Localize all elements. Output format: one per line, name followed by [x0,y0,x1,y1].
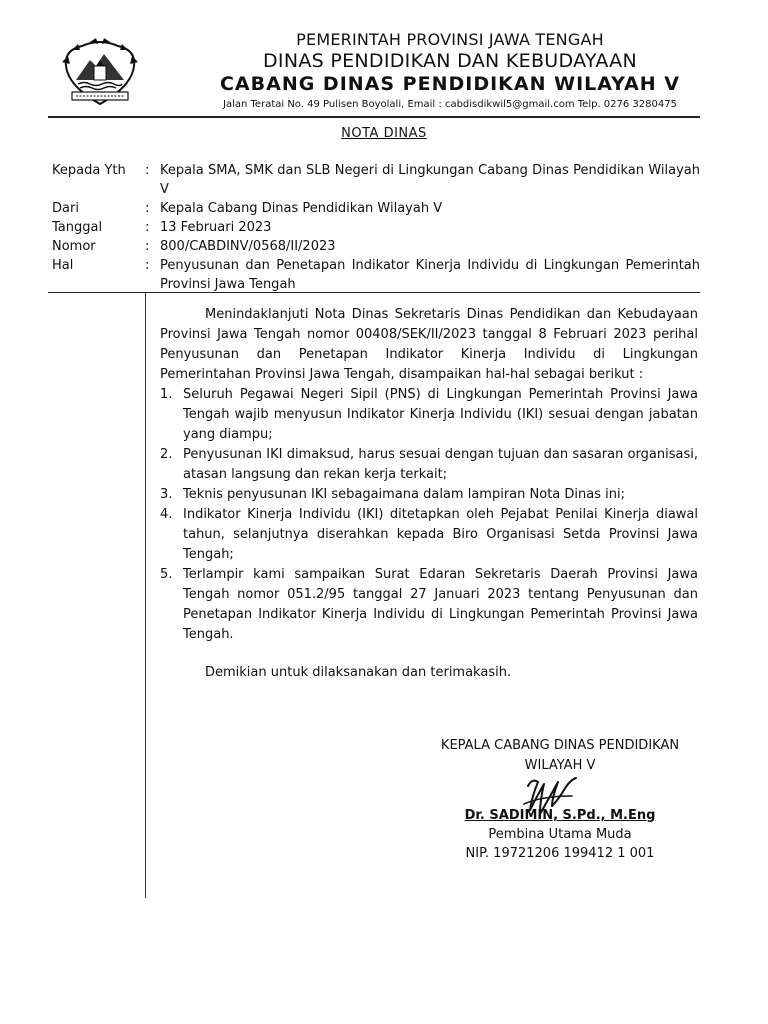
field-value: 13 Februari 2023 [160,220,272,235]
list-item [160,505,698,565]
list-number: 2. [160,447,173,462]
list-item [160,445,698,485]
document-title: NOTA DINAS [341,126,427,141]
letterhead [150,30,750,112]
letterhead-divider [48,116,700,118]
list-item [160,485,698,505]
field-value: Penyusunan dan Penetapan Indikator Kinerja Individu di Lingkungan Pemerintah Provinsi Jawa Tengah [160,258,700,292]
letterhead-branch: CABANG DINAS PENDIDIKAN WILAYAH V [219,73,680,95]
memo-header-fields [52,161,700,294]
signatory-nip: NIP. 19721206 199412 1 001 [465,846,655,861]
letterhead-government: PEMERINTAH PROVINSI JAWA TENGAH [296,30,604,49]
list-text: Teknis penyusunan IKI sebagaimana dalam lampiran Nota Dinas ini; [183,487,625,502]
field-value: 800/CABDINV/0568/II/2023 [160,239,336,254]
field-subject [52,256,700,294]
memo-body [160,305,698,683]
list-item [160,385,698,445]
field-label: Hal [52,258,74,273]
field-sender [52,199,700,218]
field-date [52,218,700,237]
field-colon: : [145,239,150,254]
list-text: Terlampir kami sampaikan Surat Edaran Sekretaris Daerah Provinsi Jawa Tengah nomor 051.2/95 tanggal 27 Januari 2023 tentang Penyusunan dan Penetapan Indikator Kinerja Individu di Lingkungan Pemerintah Provinsi Jawa Tengah. [183,567,698,642]
field-colon: : [145,163,150,178]
jawa-tengah-crest-icon [60,36,140,108]
list-text: Penyusunan IKI dimaksud, harus sesuai dengan tujuan dan sasaran organisasi, atasan langsung dan rekan kerja terkait; [183,447,698,482]
field-label: Dari [52,201,79,216]
margin-line [145,293,146,898]
letterhead-department: DINAS PENDIDIKAN DAN KEBUDAYAAN [262,50,637,72]
field-number [52,237,700,256]
field-label: Tanggal [52,220,103,235]
field-colon: : [145,201,150,216]
signature-position-line1: KEPALA CABANG DINAS PENDIDIKAN [440,738,680,753]
letterhead-address: Jalan Teratai No. 49 Pulisen Boyolali, Email : cabdisdikwil5@gmail.com Telp. 0276 3280475 [223,99,677,110]
field-colon: : [145,220,150,235]
list-text: Seluruh Pegawai Negeri Sipil (PNS) di Lingkungan Pemerintah Provinsi Jawa Tengah wajib menyusun Indikator Kinerja Individu (IKI) sesuai dengan jabatan yang diampu; [183,387,698,442]
instruction-list [160,385,698,645]
list-text: Indikator Kinerja Individu (IKI) ditetapkan oleh Pejabat Penilai Kinerja diawal tahun, selanjutnya diserahkan kepada Biro Organisasi Setda Provinsi Jawa Tengah; [183,507,698,562]
field-colon: : [145,258,150,273]
list-number: 3. [160,487,173,502]
signatory-name: Dr. SADIMIN, S.Pd., M.Eng [464,808,656,823]
field-value: Kepala Cabang Dinas Pendidikan Wilayah V [160,201,443,216]
closing-sentence: Demikian untuk dilaksanakan dan terimakasih. [205,665,512,680]
list-item [160,565,698,645]
field-value: Kepala SMA, SMK dan SLB Negeri di Lingkungan Cabang Dinas Pendidikan Wilayah V [160,163,700,197]
list-number: 5. [160,567,173,582]
list-number: 4. [160,507,173,522]
list-number: 1. [160,387,173,402]
field-label: Nomor [52,239,96,254]
intro-paragraph: Menindaklanjuti Nota Dinas Sekretaris Dinas Pendidikan dan Kebudayaan Provinsi Jawa Tengah nomor 00408/SEK/II/2023 tanggal 8 Februari 2023 perihal Penyusunan dan Penetapan Indikator Kinerja Individu di Lingkungan Pemerintahan Provinsi Jawa Tengah, disampaikan hal-hal sebagai berikut : [160,307,698,382]
field-recipient [52,161,700,199]
signatory-rank: Pembina Utama Muda [488,827,632,842]
field-label: Kepada Yth [52,163,126,178]
signature-position-line2: WILAYAH V [524,758,596,773]
